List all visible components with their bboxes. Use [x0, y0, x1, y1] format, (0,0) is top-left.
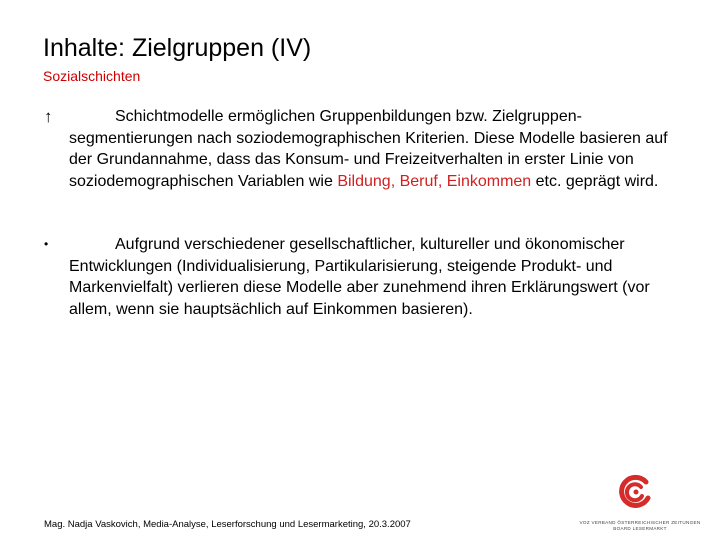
bullet-text-part: Schichtmodelle ermöglichen Gruppenbildungen bzw. Zielgruppen-segmentierungen nach soziodemographischen Kriterien. Diese Modelle basieren auf der Grundannahme, dass das Konsum- und Freizeitverhalten in erster Linie von soziodemographischen Variablen wie	[69, 108, 668, 190]
voz-logo-icon	[616, 472, 656, 512]
slide-title: Inhalte: Zielgruppen (IV)	[43, 34, 312, 62]
bullet-item	[44, 234, 684, 320]
highlighted-text: Bildung, Beruf, Einkommen	[337, 172, 532, 190]
logo-text: VOZ VERBAND ÖSTERREICHISCHER ZEITUNGEN	[579, 520, 701, 525]
up-arrow-icon: ↑	[44, 107, 53, 126]
slide-subtitle: Sozialschichten	[43, 68, 141, 84]
footer-text: Mag. Nadja Vaskovich, Media-Analyse, Leserforschung und Lesermarketing, 20.3.2007	[44, 519, 411, 530]
bullet-text-part: etc. geprägt wird.	[531, 172, 659, 190]
logo-subtext: BOARD LESERMARKT	[613, 526, 667, 531]
logo	[560, 472, 720, 532]
bullet-text	[69, 106, 669, 192]
bullet-dot-icon: •	[44, 237, 49, 251]
bullet-item	[44, 106, 684, 192]
bullet-text: Aufgrund verschiedener gesellschaftlicher, kultureller und ökonomischer Entwicklungen (Individualisierung, Partikularisierung, steigende Produkt- und Markenvielfalt) verlieren diese Modelle aber zunehmend ihren Erklärungswert (vor allem, wenn sie hauptsächlich auf Einkommen basieren).	[69, 236, 650, 318]
